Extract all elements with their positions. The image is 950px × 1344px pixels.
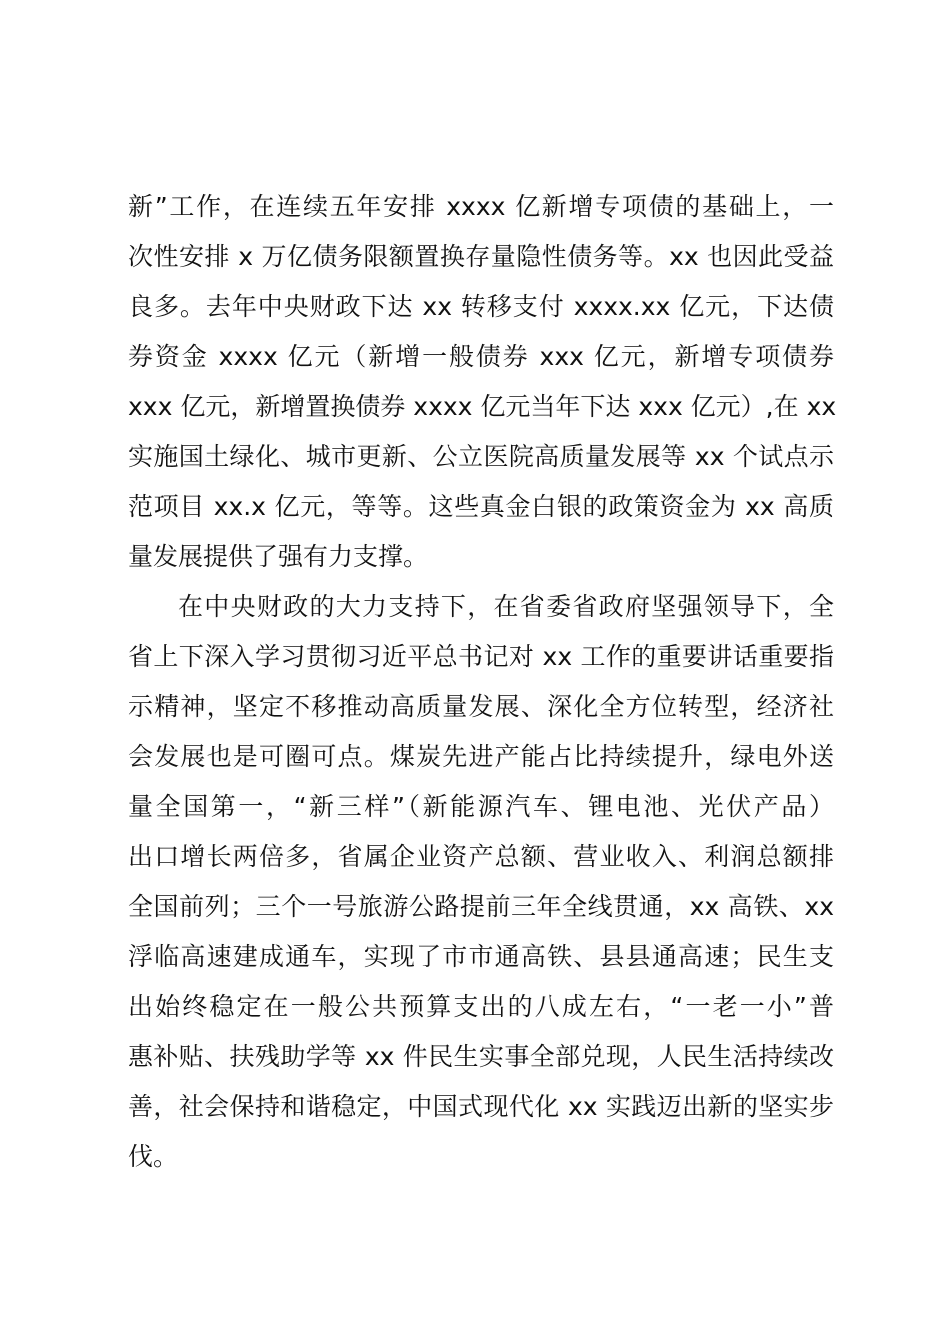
paragraph-2-first-line: 在中央财政的大力支持下，在省委省政府坚强领导下，全: [178, 592, 834, 621]
paragraph-2-last-line: 伐。: [128, 1142, 179, 1171]
paragraph-2-line: 示精神，坚定不移推动高质量发展、深化全方位转型，经济社: [128, 692, 834, 721]
paragraph-1-line: xxx 亿元，新增置换债券 xxxx 亿元当年下达 xxx 亿元）,在 xx: [128, 392, 837, 421]
paragraph-2-line: 量全国第一，“新三样”（新能源汽车、锂电池、光伏产品）: [128, 792, 834, 821]
paragraph-1-line: 良多。去年中央财政下达 xx 转移支付 xxxx.xx 亿元，下达债: [128, 292, 834, 321]
paragraph-2-line: 惠补贴、扶残助学等 xx 件民生实事全部兑现，人民生活持续改: [128, 1042, 834, 1071]
paragraph-1-last-line: 量发展提供了强有力支撑。: [128, 542, 429, 571]
paragraph-2-line: 省上下深入学习贯彻习近平总书记对 xx 工作的重要讲话重要指: [128, 642, 834, 671]
paragraph-2-line: 全国前列；三个一号旅游公路提前三年全线贯通，xx 高铁、xx: [128, 892, 834, 921]
paragraph-2-line: 会发展也是可圈可点。煤炭先进产能占比持续提升，绿电外送: [128, 742, 834, 771]
paragraph-2-line: 出始终稳定在一般公共预算支出的八成左右，“一老一小”普: [128, 992, 834, 1021]
paragraph-1-line: 新”工作，在连续五年安排 xxxx 亿新增专项债的基础上，一: [128, 192, 834, 221]
paragraph-2-line: 出口增长两倍多，省属企业资产总额、营业收入、利润总额排: [128, 842, 834, 871]
paragraph-1-line: 券资金 xxxx 亿元（新增一般债券 xxx 亿元，新增专项债券: [128, 342, 834, 371]
paragraph-1-line: 次性安排 x 万亿债务限额置换存量隐性债务等。xx 也因此受益: [128, 242, 834, 271]
paragraph-2-line: 浮临高速建成通车，实现了市市通高铁、县县通高速；民生支: [128, 942, 834, 971]
paragraph-2-line: 善，社会保持和谐稳定，中国式现代化 xx 实践迈出新的坚实步: [128, 1092, 834, 1121]
paragraph-1-line: 范项目 xx.x 亿元，等等。这些真金白银的政策资金为 xx 高质: [128, 492, 834, 521]
paragraph-1-line: 实施国土绿化、城市更新、公立医院高质量发展等 xx 个试点示: [128, 442, 834, 471]
